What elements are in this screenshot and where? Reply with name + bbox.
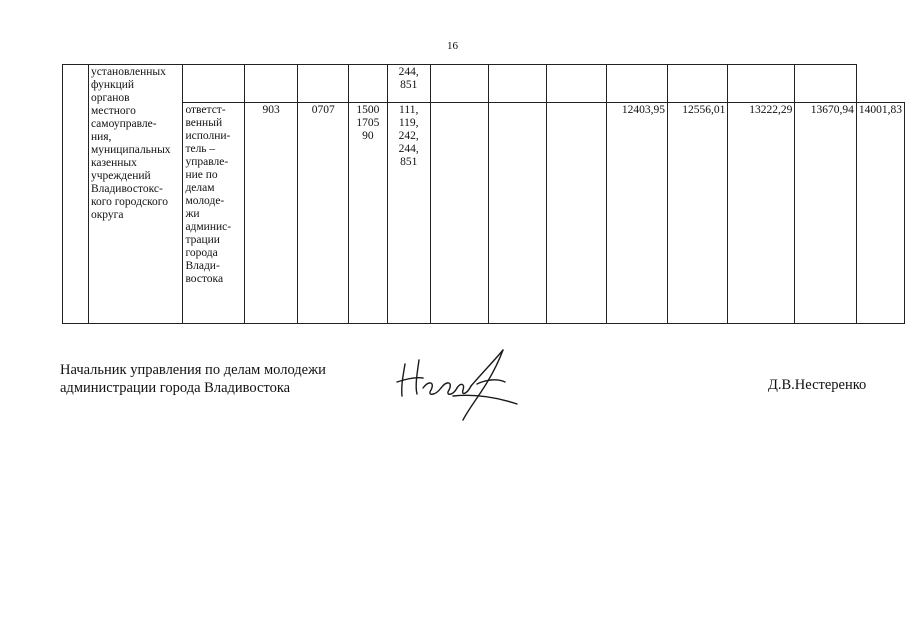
goal-line: округа [90, 209, 124, 221]
goal-line: функций [90, 79, 135, 91]
empty-cell [489, 65, 547, 103]
empty-cell [430, 103, 488, 324]
empty-cell [795, 65, 856, 103]
csr-cell [349, 65, 387, 103]
vr-cell: 111, 119, 242, 244, 851 [387, 103, 430, 324]
empty-cell [606, 65, 667, 103]
goal-line: Владивостокс- [90, 183, 163, 195]
goal-line: самоуправле- [90, 118, 157, 130]
goal-line: казенных [90, 157, 137, 169]
signer-name: Д.В.Нестеренко [768, 377, 867, 393]
goal-line: учреждений [90, 170, 151, 182]
position-line: Начальник управления по делам молодежи [60, 362, 326, 378]
table-row [63, 65, 905, 103]
empty-cell [489, 103, 547, 324]
goal-line: муниципальных [90, 144, 171, 156]
goal-line: органов [90, 92, 130, 104]
goal-line: местного [90, 105, 136, 117]
value-cell: 13670,94 [795, 103, 856, 324]
goal-line: ния, [90, 131, 112, 143]
value-cell: 13222,29 [728, 103, 795, 324]
position-line: администрации города Владивостока [60, 380, 291, 396]
empty-cell [728, 65, 795, 103]
executor-cell [183, 65, 244, 103]
grbs-cell [244, 65, 297, 103]
goal-text-cell [88, 65, 183, 324]
signatory-position [60, 361, 326, 397]
page-number: 16 [447, 40, 458, 52]
goal-line: установленных [90, 66, 166, 78]
rzpr-cell [298, 65, 349, 103]
budget-table [62, 64, 905, 324]
goal-line: кого городского [90, 196, 168, 208]
table-row [63, 103, 905, 324]
grbs-cell: 903 [244, 103, 297, 324]
value-cell: 12556,01 [668, 103, 728, 324]
value-cell: 12403,95 [606, 103, 667, 324]
empty-cell [547, 65, 606, 103]
empty-cell [430, 65, 488, 103]
empty-cell [668, 65, 728, 103]
index-cell [63, 65, 89, 324]
value-cell: 14001,83 [856, 103, 904, 324]
empty-cell [547, 103, 606, 324]
executor-cell: ответст- венный исполни- тель – управле- ние по делам молоде- жи админис- трации города Влади- востока [183, 103, 244, 324]
vr-cell: 244, 851 [387, 65, 430, 103]
csr-cell: 1500 1705 90 [349, 103, 387, 324]
rzpr-cell: 0707 [298, 103, 349, 324]
handwritten-signature [393, 344, 523, 424]
